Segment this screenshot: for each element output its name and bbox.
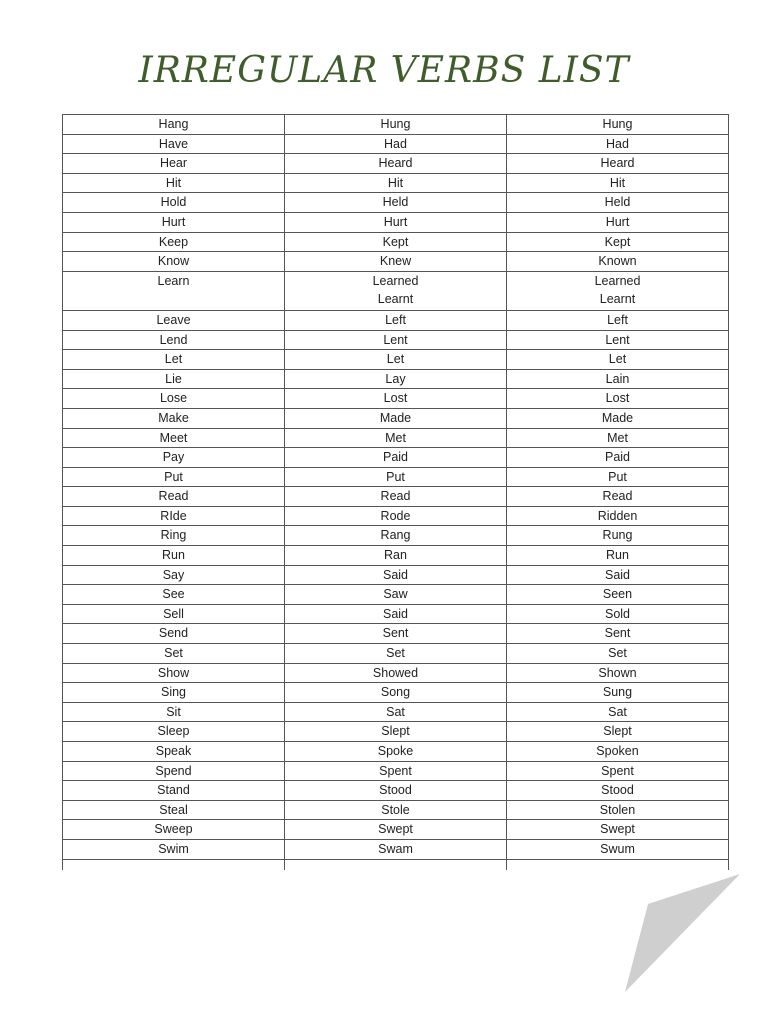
verb-form-text: Lost [383, 391, 408, 406]
verb-form-text: Hurt [605, 214, 630, 229]
past-participle-cell [507, 683, 729, 703]
verb-form-text: Hold [160, 195, 187, 210]
past-participle-cell [507, 663, 729, 683]
base-form-cell [63, 193, 285, 213]
verb-form-text: Ring [160, 528, 187, 543]
verb-form-text: Sleep [157, 724, 190, 739]
verb-form-text: Spent [601, 763, 634, 778]
table-row [63, 585, 729, 605]
verb-form-text: Knew [379, 254, 412, 269]
verb-form-text: Keep [158, 234, 189, 249]
table-row [63, 193, 729, 213]
table-row [63, 506, 729, 526]
verb-form-text: Have [158, 136, 189, 151]
base-form-cell [63, 310, 285, 330]
table-row [63, 428, 729, 448]
base-form-cell [63, 565, 285, 585]
verb-form-text: Made [379, 410, 412, 425]
table-row [63, 761, 729, 781]
verb-form-text: Hit [609, 175, 626, 190]
verb-form-text: Spend [155, 763, 192, 778]
verb-form-text: Pay [162, 450, 185, 465]
table-row [63, 663, 729, 683]
verb-form-text: Stand [157, 783, 190, 798]
verb-form-text: Lain [605, 371, 630, 386]
table-row [63, 134, 729, 154]
base-form-cell [63, 252, 285, 272]
past-participle-cell [507, 330, 729, 350]
verb-form-text: Heard [600, 156, 635, 171]
verb-form-text: Hit [165, 175, 182, 190]
table-row [63, 369, 729, 389]
verb-form-text: Lend [159, 332, 188, 347]
verb-form-text: Stole [381, 802, 410, 817]
table-row [63, 644, 729, 664]
base-form-cell [63, 487, 285, 507]
verb-form-text: Let [164, 352, 183, 367]
empty-cell [63, 859, 285, 870]
past-participle-cell [507, 644, 729, 664]
verb-form-text: Sell [163, 606, 184, 621]
past-participle-cell [507, 624, 729, 644]
verb-form-text: Held [604, 195, 631, 210]
table-row [63, 252, 729, 272]
past-simple-cell [285, 644, 507, 664]
verb-form-text: Kept [382, 234, 409, 249]
verb-form-text: Hang [158, 117, 189, 131]
verb-form-text: Learnt [377, 292, 414, 307]
verb-form-text: Let [608, 352, 627, 367]
table-row [63, 683, 729, 703]
verb-form-text: Had [384, 136, 407, 151]
past-participle-cell [507, 585, 729, 605]
past-simple-cell [285, 683, 507, 703]
past-participle-cell [507, 565, 729, 585]
verb-form-text: Learned [594, 273, 641, 288]
base-form-cell [63, 389, 285, 409]
base-form-cell [63, 271, 285, 310]
verb-form-text: Ran [384, 548, 407, 563]
table-row [63, 448, 729, 468]
base-form-cell [63, 428, 285, 448]
verb-form-text: Swept [378, 822, 413, 837]
past-simple-cell [285, 742, 507, 762]
verb-form-text: Hear [159, 156, 188, 171]
past-participle-cell [507, 173, 729, 193]
base-form-cell [63, 585, 285, 605]
table-row [63, 271, 729, 310]
past-participle-cell [507, 350, 729, 370]
verb-form-text: Spoke [377, 744, 414, 758]
past-participle-cell [507, 389, 729, 409]
verb-form-text: Swim [158, 841, 189, 856]
verb-form-text: Know [157, 254, 190, 269]
past-simple-cell [285, 252, 507, 272]
verb-form-text: Send [158, 626, 189, 641]
verb-form-text: Swum [600, 841, 635, 856]
table-row [63, 232, 729, 252]
past-participle-cell [507, 232, 729, 252]
verb-form-text: Run [606, 548, 629, 563]
verb-form-text: Read [602, 489, 633, 504]
verb-form-text: Sent [604, 626, 631, 641]
empty-cell [285, 859, 507, 870]
verb-form-text: Set [164, 646, 183, 661]
verb-form-text: Paid [382, 450, 409, 465]
base-form-cell [63, 702, 285, 722]
verb-form-text: RIde [160, 508, 187, 523]
past-participle-cell [507, 212, 729, 232]
verb-form-text: Let [386, 352, 405, 367]
base-form-cell [63, 330, 285, 350]
base-form-cell [63, 350, 285, 370]
page-curl-icon [620, 870, 745, 995]
verb-form-text: Stolen [599, 802, 636, 817]
base-form-cell [63, 781, 285, 801]
verb-form-text: Learnt [599, 292, 636, 307]
base-form-cell [63, 546, 285, 566]
verb-form-text: Heard [378, 156, 413, 171]
verb-form-text: Sat [608, 704, 627, 719]
verb-form-text: Showed [372, 665, 419, 680]
verb-form-text: Kept [604, 234, 631, 249]
verb-form-text: Slept [381, 724, 410, 739]
empty-table-row [63, 859, 729, 870]
past-simple-cell [285, 350, 507, 370]
verb-form-text: Make [158, 410, 189, 425]
verb-form-text: Set [386, 646, 405, 661]
verb-form-text: Said [382, 606, 409, 621]
verb-form-text: Met [385, 430, 406, 445]
verb-form-text: Hit [387, 175, 404, 190]
past-simple-cell [285, 408, 507, 428]
past-participle-cell [507, 310, 729, 330]
past-participle-cell [507, 702, 729, 722]
verb-form-text: Hurt [383, 214, 408, 229]
verb-form-text: Had [606, 136, 629, 151]
past-simple-cell [285, 565, 507, 585]
verb-form-text: Put [608, 469, 627, 484]
past-simple-cell [285, 506, 507, 526]
past-participle-cell [507, 428, 729, 448]
past-participle-cell [507, 448, 729, 468]
past-simple-cell [285, 722, 507, 742]
table-row [63, 350, 729, 370]
verb-form-text: Met [607, 430, 628, 445]
table-row [63, 173, 729, 193]
verb-form-text: Read [380, 489, 411, 504]
verbs-table-body [63, 115, 729, 870]
table-row [63, 702, 729, 722]
verb-form-text: Sung [602, 685, 633, 700]
verb-form-text: Say [162, 567, 185, 582]
past-participle-cell [507, 134, 729, 154]
past-simple-cell [285, 134, 507, 154]
past-participle-cell [507, 761, 729, 781]
base-form-cell [63, 742, 285, 762]
table-row [63, 389, 729, 409]
past-simple-cell [285, 173, 507, 193]
table-row [63, 526, 729, 546]
base-form-cell [63, 154, 285, 174]
past-participle-cell [507, 408, 729, 428]
table-row [63, 781, 729, 801]
past-participle-cell [507, 604, 729, 624]
verb-form-text: Paid [604, 450, 631, 465]
verb-form-text: Lie [165, 371, 182, 386]
verb-form-text: Seen [602, 587, 633, 602]
verb-form-text: Put [386, 469, 405, 484]
table-row [63, 546, 729, 566]
past-participle-cell [507, 742, 729, 762]
verb-form-text: Show [157, 665, 190, 680]
past-simple-cell [285, 389, 507, 409]
verb-form-text: Put [164, 469, 183, 484]
base-form-cell [63, 506, 285, 526]
table-row [63, 565, 729, 585]
past-simple-cell [285, 467, 507, 487]
verb-form-text: Stood [601, 783, 634, 798]
table-row [63, 408, 729, 428]
verb-form-text: Sat [386, 704, 405, 719]
past-participle-cell [507, 839, 729, 859]
base-form-cell [63, 467, 285, 487]
past-participle-cell [507, 467, 729, 487]
verb-form-text: Held [382, 195, 409, 210]
verb-form-text: Sold [604, 606, 631, 621]
verb-form-text: Swept [600, 822, 635, 837]
verb-form-text: Read [158, 489, 189, 504]
past-participle-cell [507, 487, 729, 507]
verb-form-text: Rode [380, 508, 411, 523]
past-simple-cell [285, 839, 507, 859]
past-simple-cell [285, 232, 507, 252]
base-form-cell [63, 800, 285, 820]
base-form-cell [63, 173, 285, 193]
verb-form-text: Rang [380, 528, 411, 543]
verb-form-text: Ridden [597, 508, 638, 523]
verb-form-text: Said [604, 567, 631, 582]
base-form-cell [63, 839, 285, 859]
verb-form-text: Learned [372, 273, 419, 288]
past-simple-cell [285, 546, 507, 566]
verb-form-text: Made [601, 410, 634, 425]
verb-form-text: Lent [605, 332, 630, 347]
verb-form-text: Sit [166, 704, 181, 719]
verb-form-text: Speak [155, 744, 192, 758]
verb-form-text: Slept [603, 724, 632, 739]
past-simple-cell [285, 487, 507, 507]
table-row [63, 212, 729, 232]
past-participle-cell [507, 546, 729, 566]
verb-form-text: Lose [159, 391, 188, 406]
past-simple-cell [285, 212, 507, 232]
past-simple-cell [285, 604, 507, 624]
verb-form-text: Learn [157, 273, 190, 288]
past-simple-cell [285, 448, 507, 468]
verb-form-text: Left [607, 312, 628, 327]
past-simple-cell [285, 271, 507, 310]
base-form-cell [63, 448, 285, 468]
past-participle-cell [507, 154, 729, 174]
verb-form-text: Hung [380, 117, 411, 131]
past-simple-cell [285, 585, 507, 605]
page-title: IRREGULAR VERBS LIST [138, 50, 630, 91]
past-participle-cell [507, 193, 729, 213]
past-simple-cell [285, 781, 507, 801]
verb-form-text: Meet [159, 430, 188, 445]
verb-form-text: Sweep [154, 822, 193, 837]
verb-form-text: Lay [385, 371, 406, 386]
verb-form-text: Lost [605, 391, 630, 406]
verb-form-text: Shown [598, 665, 637, 680]
verb-form-text: Set [608, 646, 627, 661]
past-participle-cell [507, 781, 729, 801]
verb-form-text: Hung [602, 117, 633, 131]
table-row [63, 742, 729, 762]
past-simple-cell [285, 663, 507, 683]
past-participle-cell [507, 252, 729, 272]
verb-form-text: Sent [382, 626, 409, 641]
table-row [63, 154, 729, 174]
past-participle-cell [507, 800, 729, 820]
past-simple-cell [285, 369, 507, 389]
table-row [63, 467, 729, 487]
verb-form-text: Stood [379, 783, 412, 798]
past-simple-cell [285, 154, 507, 174]
verb-form-text: Spent [379, 763, 412, 778]
base-form-cell [63, 134, 285, 154]
verb-form-text: Run [162, 548, 185, 563]
past-simple-cell [285, 428, 507, 448]
past-participle-cell [507, 506, 729, 526]
verb-form-text: Hurt [161, 214, 186, 229]
base-form-cell [63, 604, 285, 624]
past-simple-cell [285, 330, 507, 350]
past-simple-cell [285, 702, 507, 722]
verb-form-text: Swam [378, 841, 413, 856]
past-participle-cell [507, 369, 729, 389]
table-row [63, 624, 729, 644]
base-form-cell [63, 526, 285, 546]
past-simple-cell [285, 624, 507, 644]
table-row [63, 330, 729, 350]
table-row [63, 115, 729, 135]
verb-form-text: Rung [602, 528, 633, 543]
past-participle-cell [507, 115, 729, 135]
table-row [63, 310, 729, 330]
base-form-cell [63, 624, 285, 644]
empty-cell [507, 859, 729, 870]
base-form-cell [63, 369, 285, 389]
base-form-cell [63, 683, 285, 703]
past-simple-cell [285, 115, 507, 135]
verb-form-text: Steal [159, 802, 188, 817]
base-form-cell [63, 232, 285, 252]
base-form-cell [63, 212, 285, 232]
past-simple-cell [285, 310, 507, 330]
table-row [63, 839, 729, 859]
verb-form-text: Sing [160, 685, 187, 700]
verb-form-text: Saw [383, 587, 408, 602]
base-form-cell [63, 115, 285, 135]
verb-form-text: Left [385, 312, 406, 327]
base-form-cell [63, 820, 285, 840]
verbs-table [62, 114, 729, 870]
base-form-cell [63, 722, 285, 742]
base-form-cell [63, 663, 285, 683]
past-participle-cell [507, 271, 729, 310]
verb-form-text: Song [380, 685, 411, 700]
table-row [63, 800, 729, 820]
verb-form-text: Lent [383, 332, 408, 347]
base-form-cell [63, 761, 285, 781]
verb-form-text: Spoken [596, 744, 639, 758]
verb-form-text: See [162, 587, 185, 602]
past-simple-cell [285, 193, 507, 213]
verb-form-text: Leave [156, 312, 191, 327]
base-form-cell [63, 408, 285, 428]
past-simple-cell [285, 526, 507, 546]
verb-form-text: Known [598, 254, 637, 269]
past-simple-cell [285, 800, 507, 820]
table-row [63, 722, 729, 742]
past-participle-cell [507, 526, 729, 546]
table-row [63, 487, 729, 507]
past-simple-cell [285, 761, 507, 781]
past-participle-cell [507, 820, 729, 840]
past-participle-cell [507, 722, 729, 742]
past-simple-cell [285, 820, 507, 840]
table-row [63, 604, 729, 624]
verb-form-text: Said [382, 567, 409, 582]
table-row [63, 820, 729, 840]
base-form-cell [63, 644, 285, 664]
